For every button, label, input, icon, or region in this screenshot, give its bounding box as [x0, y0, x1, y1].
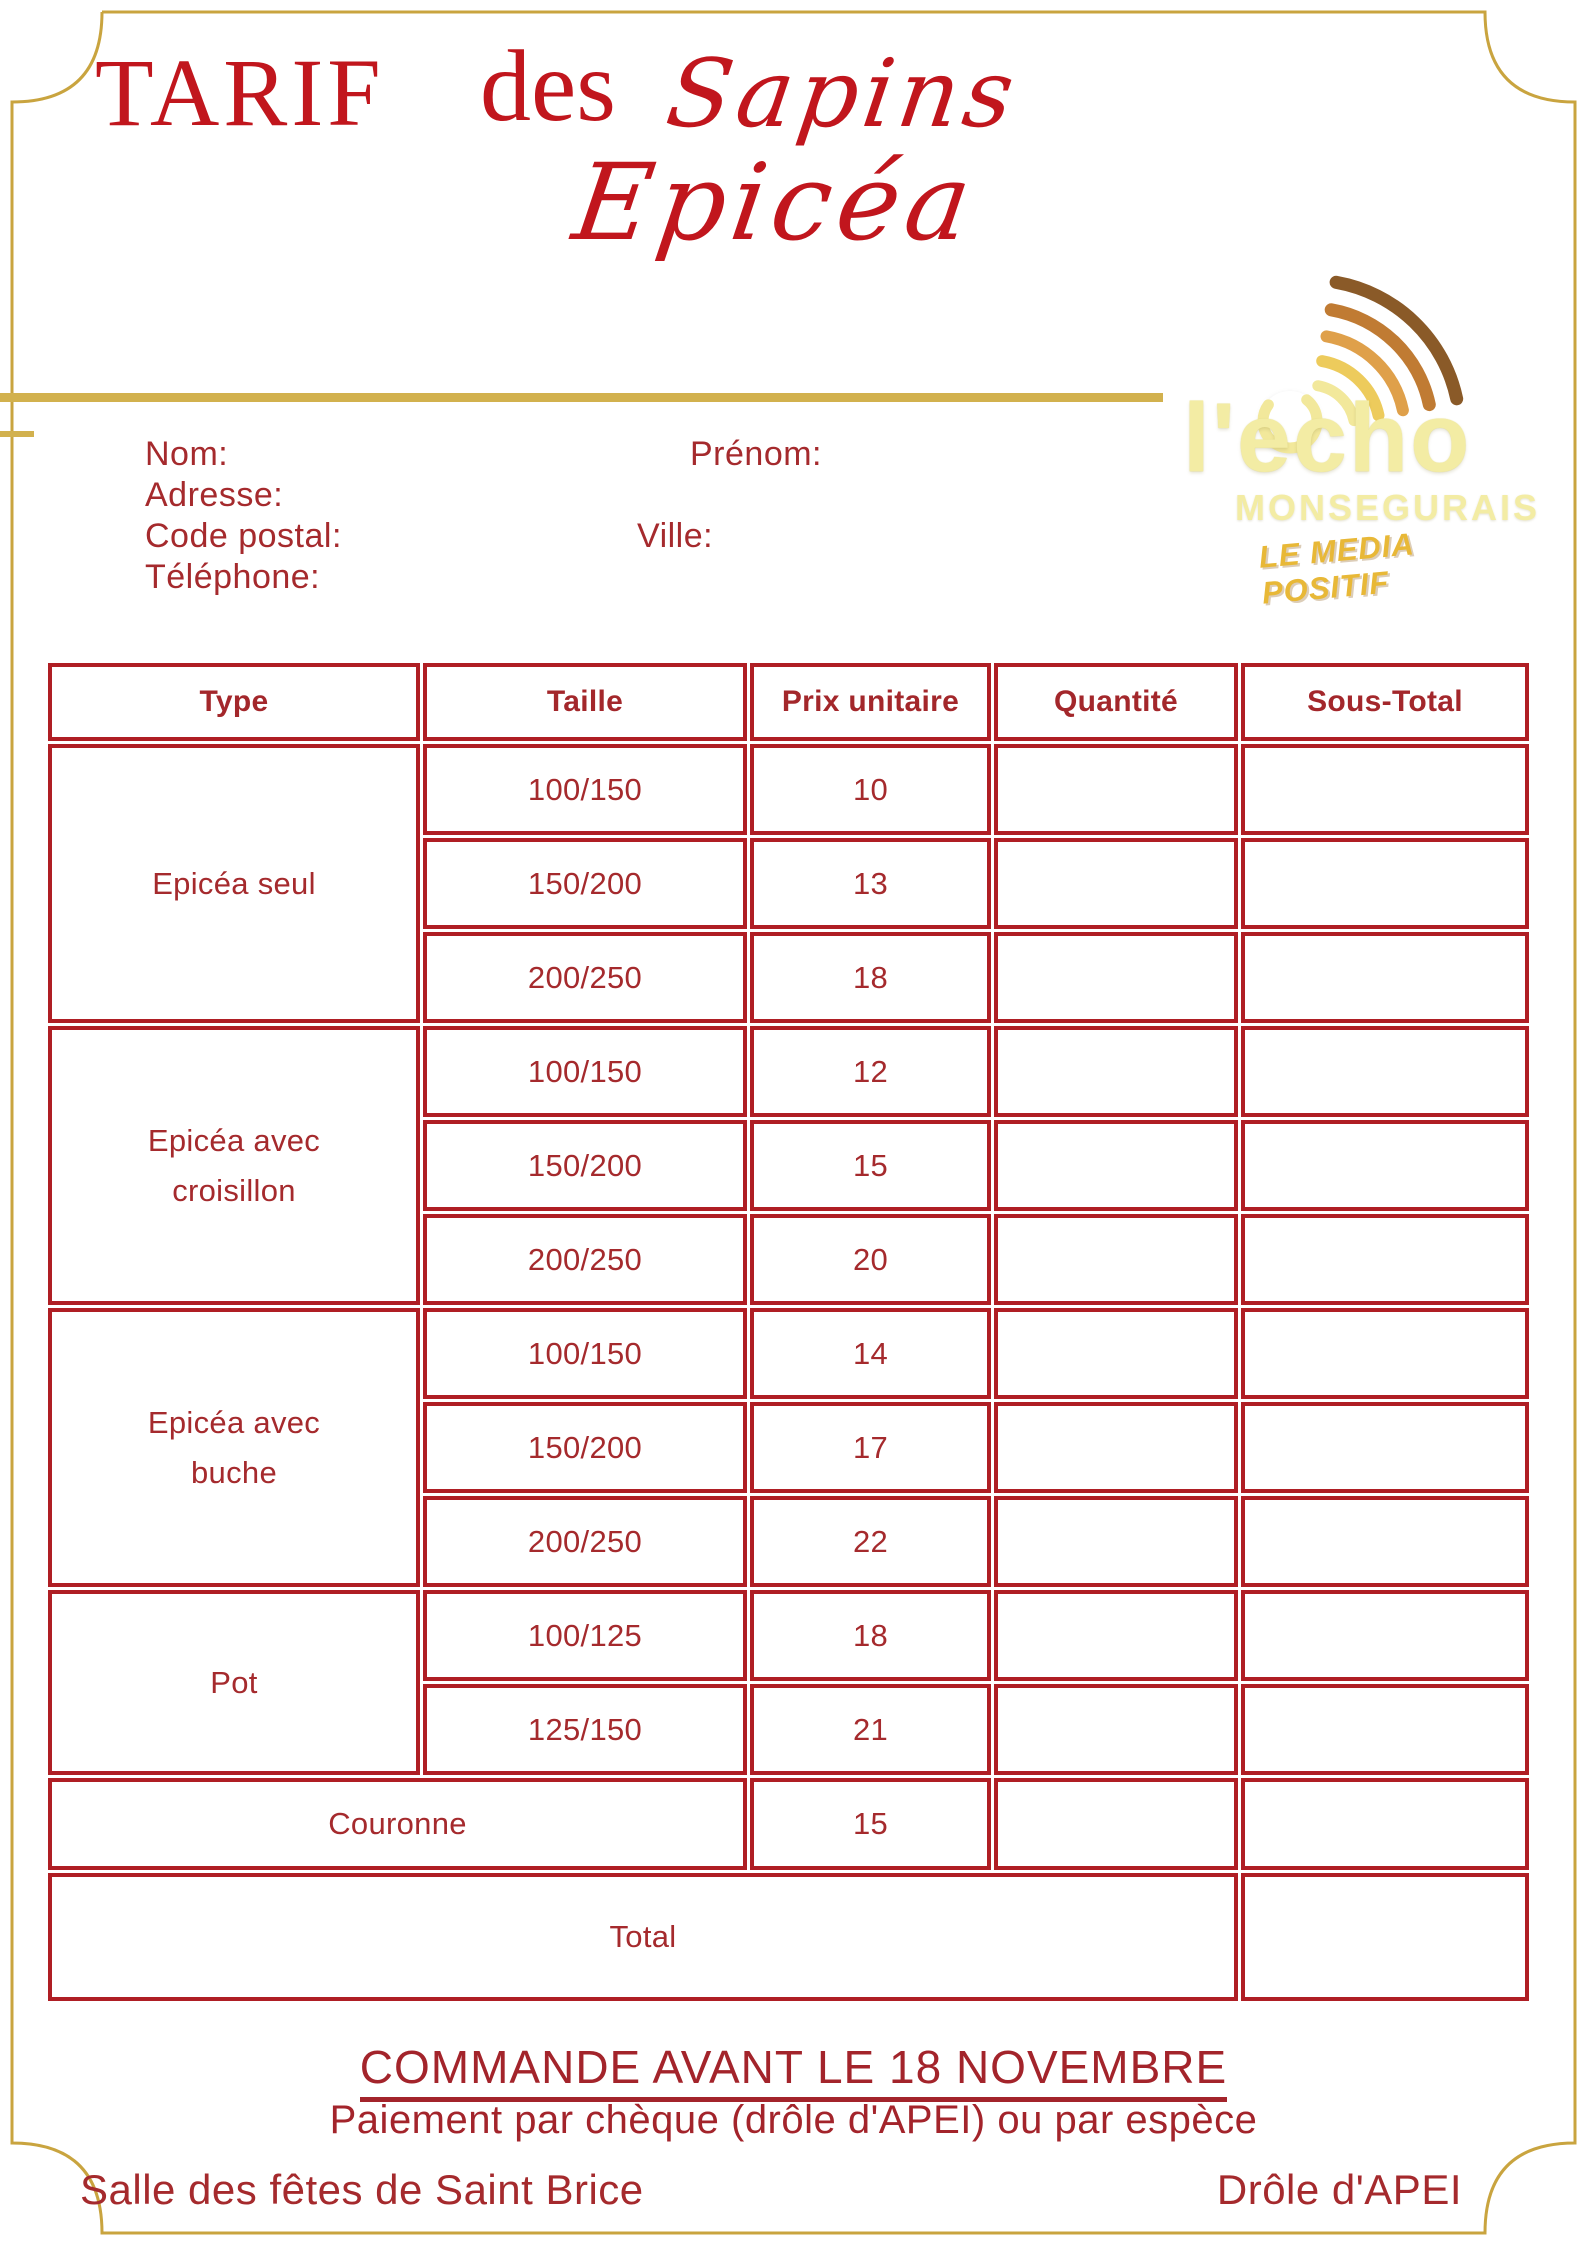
- prix-cell: 18: [750, 1590, 991, 1681]
- title-word-epicea: Epicéa: [566, 141, 985, 264]
- col-header-sous-total: Sous-Total: [1241, 663, 1529, 741]
- quantity-input-cell[interactable]: [994, 1590, 1238, 1681]
- lecho-monsegurais-logo: [1170, 235, 1541, 611]
- type-cell-epicea-seul: [48, 744, 420, 1023]
- quantity-input-cell[interactable]: [994, 838, 1238, 929]
- logo-name-text: l'echo: [1183, 383, 1472, 492]
- subtotal-input-cell[interactable]: [1241, 1402, 1529, 1493]
- firstname-field-label: Prénom:: [690, 435, 822, 473]
- gold-divider-rule: [0, 393, 1163, 402]
- col-header-prix-unitaire: Prix unitaire: [750, 663, 991, 741]
- taille-cell: 200/250: [423, 1496, 747, 1587]
- col-header-type: Type: [48, 663, 420, 741]
- type-cell-epicea-buche: [48, 1308, 420, 1587]
- logo-tagline-text: LE MEDIA POSITIF: [1257, 526, 1415, 611]
- address-field-label: Adresse:: [145, 476, 284, 514]
- taille-cell: 200/250: [423, 932, 747, 1023]
- col-header-taille: Taille: [423, 663, 747, 741]
- type-cell-pot: [48, 1590, 420, 1775]
- type-label: Epicéa avec buche: [147, 1404, 321, 1490]
- subtotal-input-cell[interactable]: [1241, 1120, 1529, 1211]
- subtotal-input-cell[interactable]: [1241, 1496, 1529, 1587]
- name-field-label: Nom:: [145, 435, 229, 473]
- subtotal-input-cell[interactable]: [1241, 1214, 1529, 1305]
- prix-cell: 13: [750, 838, 991, 929]
- subtotal-input-cell[interactable]: [1241, 932, 1529, 1023]
- order-deadline-text: COMMANDE AVANT LE 18 NOVEMBRE: [360, 2040, 1227, 2102]
- prix-cell: 14: [750, 1308, 991, 1399]
- taille-cell: 100/150: [423, 1308, 747, 1399]
- logo-region-text: MONSEGURAIS: [1235, 487, 1541, 528]
- prix-cell: 18: [750, 932, 991, 1023]
- type-label: Pot: [210, 1664, 258, 1700]
- subtotal-input-cell[interactable]: [1241, 838, 1529, 929]
- subtotal-input-cell[interactable]: [1241, 1308, 1529, 1399]
- total-label-cell: Total: [48, 1873, 1238, 2001]
- footer-organization: Drôle d'APEI: [1216, 2166, 1462, 2213]
- prix-cell: 15: [750, 1778, 991, 1870]
- type-cell-couronne: Couronne: [48, 1778, 747, 1870]
- quantity-input-cell[interactable]: [994, 1684, 1238, 1775]
- city-field-label: Ville:: [637, 517, 714, 555]
- quantity-input-cell[interactable]: [994, 1026, 1238, 1117]
- quantity-input-cell[interactable]: [994, 1496, 1238, 1587]
- subtotal-input-cell[interactable]: [1241, 744, 1529, 835]
- title-word-des: des: [480, 30, 616, 143]
- order-deadline-note: [0, 2040, 1587, 2102]
- quantity-input-cell[interactable]: [994, 1778, 1238, 1870]
- prix-cell: 17: [750, 1402, 991, 1493]
- prix-cell: 12: [750, 1026, 991, 1117]
- quantity-input-cell[interactable]: [994, 1214, 1238, 1305]
- total-input-cell[interactable]: [1241, 1873, 1529, 2001]
- type-cell-epicea-croisillon: [48, 1026, 420, 1305]
- taille-cell: 150/200: [423, 1120, 747, 1211]
- title-word-tarif: TARIF: [95, 39, 385, 146]
- quantity-input-cell[interactable]: [994, 1120, 1238, 1211]
- prix-cell: 20: [750, 1214, 991, 1305]
- subtotal-input-cell[interactable]: [1241, 1026, 1529, 1117]
- subtotal-input-cell[interactable]: [1241, 1684, 1529, 1775]
- title-word-sapins: Sapins: [660, 40, 1026, 149]
- quantity-input-cell[interactable]: [994, 1308, 1238, 1399]
- taille-cell: 150/200: [423, 838, 747, 929]
- subtotal-input-cell[interactable]: [1241, 1778, 1529, 1870]
- footer-location: Salle des fêtes de Saint Brice: [80, 2166, 644, 2213]
- quantity-input-cell[interactable]: [994, 932, 1238, 1023]
- taille-cell: 150/200: [423, 1402, 747, 1493]
- col-header-quantite: Quantité: [994, 663, 1238, 741]
- postalcode-field-label: Code postal:: [145, 517, 342, 555]
- taille-cell: 125/150: [423, 1684, 747, 1775]
- prix-cell: 22: [750, 1496, 991, 1587]
- subtotal-input-cell[interactable]: [1241, 1590, 1529, 1681]
- type-label: Epicéa avec croisillon: [147, 1122, 321, 1208]
- type-label: Epicéa seul: [152, 865, 316, 901]
- taille-cell: 100/150: [423, 744, 747, 835]
- quantity-input-cell[interactable]: [994, 1402, 1238, 1493]
- prix-cell: 21: [750, 1684, 991, 1775]
- taille-cell: 200/250: [423, 1214, 747, 1305]
- quantity-input-cell[interactable]: [994, 744, 1238, 835]
- taille-cell: 100/150: [423, 1026, 747, 1117]
- gold-divider-dash: [0, 431, 34, 437]
- payment-note: Paiement par chèque (drôle d'APEI) ou par espèce: [329, 2098, 1258, 2142]
- taille-cell: 100/125: [423, 1590, 747, 1681]
- price-table: [48, 663, 1532, 2001]
- phone-field-label: Téléphone:: [145, 558, 321, 596]
- prix-cell: 15: [750, 1120, 991, 1211]
- prix-cell: 10: [750, 744, 991, 835]
